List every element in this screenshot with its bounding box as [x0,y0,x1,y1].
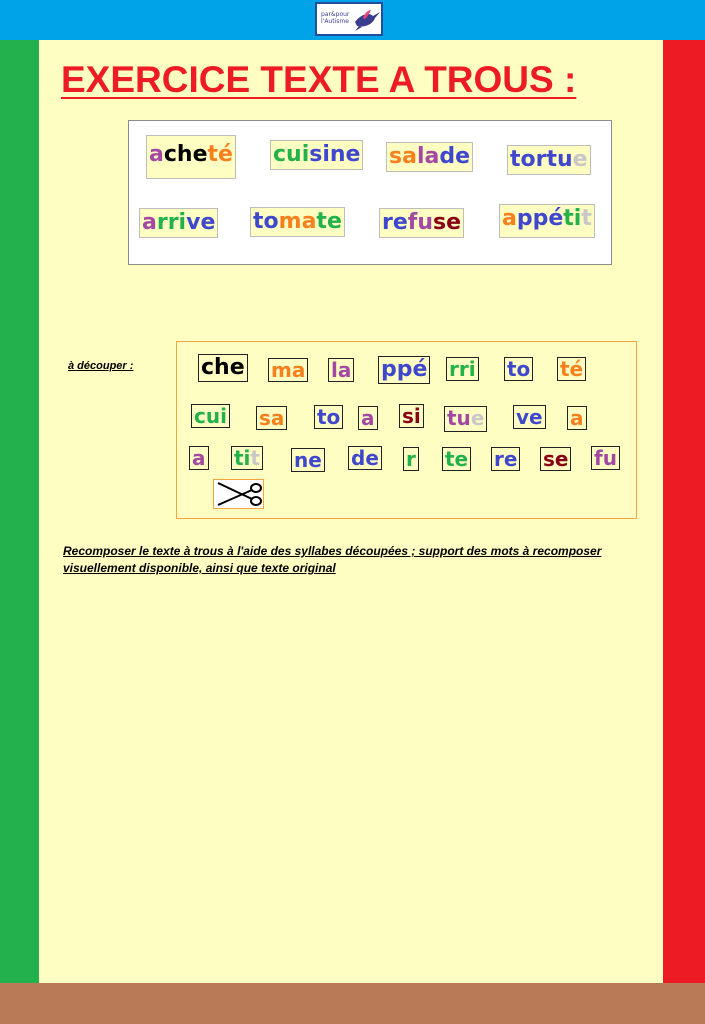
letter-group: de [351,446,379,470]
letter-group: cui [194,404,227,428]
syllable-card[interactable] [540,447,571,471]
syllable-card[interactable] [591,446,620,470]
letter-group: si [402,404,421,428]
logo-text: par&pour l'Autisme [321,11,350,25]
right-color-strip [663,40,705,983]
letter-group: ti [234,446,251,470]
syllable-card[interactable] [268,358,308,382]
word-card [379,208,464,238]
syllable-card[interactable] [491,447,520,471]
letter-group: a [502,206,517,231]
letter-group: ve [186,210,216,235]
page-title: EXERCICE TEXTE A TROUS : [61,59,577,100]
letter-group: té [207,142,233,167]
letter-group: che [201,355,245,380]
letter-group: de [439,144,471,169]
scissors-icon [214,480,263,508]
syllable-card[interactable] [444,406,487,432]
syllable-card[interactable] [189,446,209,470]
instruction-text: Recomposer le texte à trous à l'aide des syllabes découpées ; support des mots à recomposer visuellement disponible, ainsi que texte original [63,544,602,575]
syllable-card[interactable] [504,357,533,381]
logo [315,2,383,36]
syllable-card[interactable] [513,405,546,429]
letter-group: rri [156,210,187,235]
letter-group: to [510,147,536,172]
syllable-card[interactable] [198,354,248,382]
syllable-card[interactable] [403,447,419,471]
letter-group: e [572,147,588,172]
letter-group: rri [449,357,476,381]
letter-group: la [331,358,352,382]
letter-group: to [317,405,341,429]
letter-group: cui [273,142,310,167]
syllable-card[interactable] [328,358,354,382]
letter-group: fu [594,446,617,470]
word-card [139,208,218,238]
left-color-strip [0,40,39,983]
letter-group: e [192,142,208,167]
letter-group: a [570,406,584,430]
letter-group: sa [389,144,417,169]
letter-group: sa [259,406,285,430]
letter-group: tu [447,406,471,430]
letter-group: te [445,447,469,471]
syllable-card[interactable] [567,406,587,430]
letter-group: a [361,406,375,430]
letter-group: to [253,209,279,234]
letter-group: si [309,142,330,167]
letter-group: t [581,206,592,231]
letter-group: a [192,446,206,470]
letter-group: ne [329,142,361,167]
syllable-card[interactable] [191,404,230,428]
word-card [386,142,473,172]
syllable-card[interactable] [231,446,263,470]
hummingbird-icon [353,8,381,32]
letter-group: ti [563,206,582,231]
letter-group: e [470,406,485,430]
word-card [499,204,595,238]
letter-group: ppé [381,357,428,382]
letter-group: ch [163,142,193,167]
syllable-card[interactable] [557,357,586,381]
syllable-card[interactable] [358,406,378,430]
letter-group: fu [407,210,434,235]
letter-group: la [416,144,440,169]
letter-group: té [560,357,584,381]
bottom-color-strip [0,983,705,1024]
letter-group: ma [278,209,317,234]
syllable-card[interactable] [256,406,287,430]
word-card [146,135,236,179]
letter-group: ne [294,448,322,472]
letter-group: se [543,447,569,471]
letter-group: r [406,447,416,471]
syllable-card[interactable] [442,447,471,471]
letter-group: re [494,447,518,471]
syllable-card[interactable] [314,405,343,429]
letter-group: ve [516,405,543,429]
letter-group: ppé [516,206,564,231]
letter-group: to [507,357,531,381]
scissors-icon [213,479,264,509]
syllable-card[interactable] [348,446,382,470]
letter-group: rtu [535,147,573,172]
word-bank [128,120,612,265]
word-card [270,140,363,170]
letter-group: re [382,210,408,235]
letter-group: te [316,209,342,234]
syllable-card[interactable] [399,404,424,428]
syllable-card[interactable] [446,357,479,381]
word-card [507,145,591,175]
word-card [250,207,345,237]
letter-group: a [142,210,157,235]
syllable-card[interactable] [378,356,430,384]
letter-group: se [433,210,462,235]
cut-label: à découper : [68,360,134,372]
letter-group: a [149,142,164,167]
syllable-card[interactable] [291,448,325,472]
letter-group: t [250,446,260,470]
letter-group: ma [271,358,306,382]
